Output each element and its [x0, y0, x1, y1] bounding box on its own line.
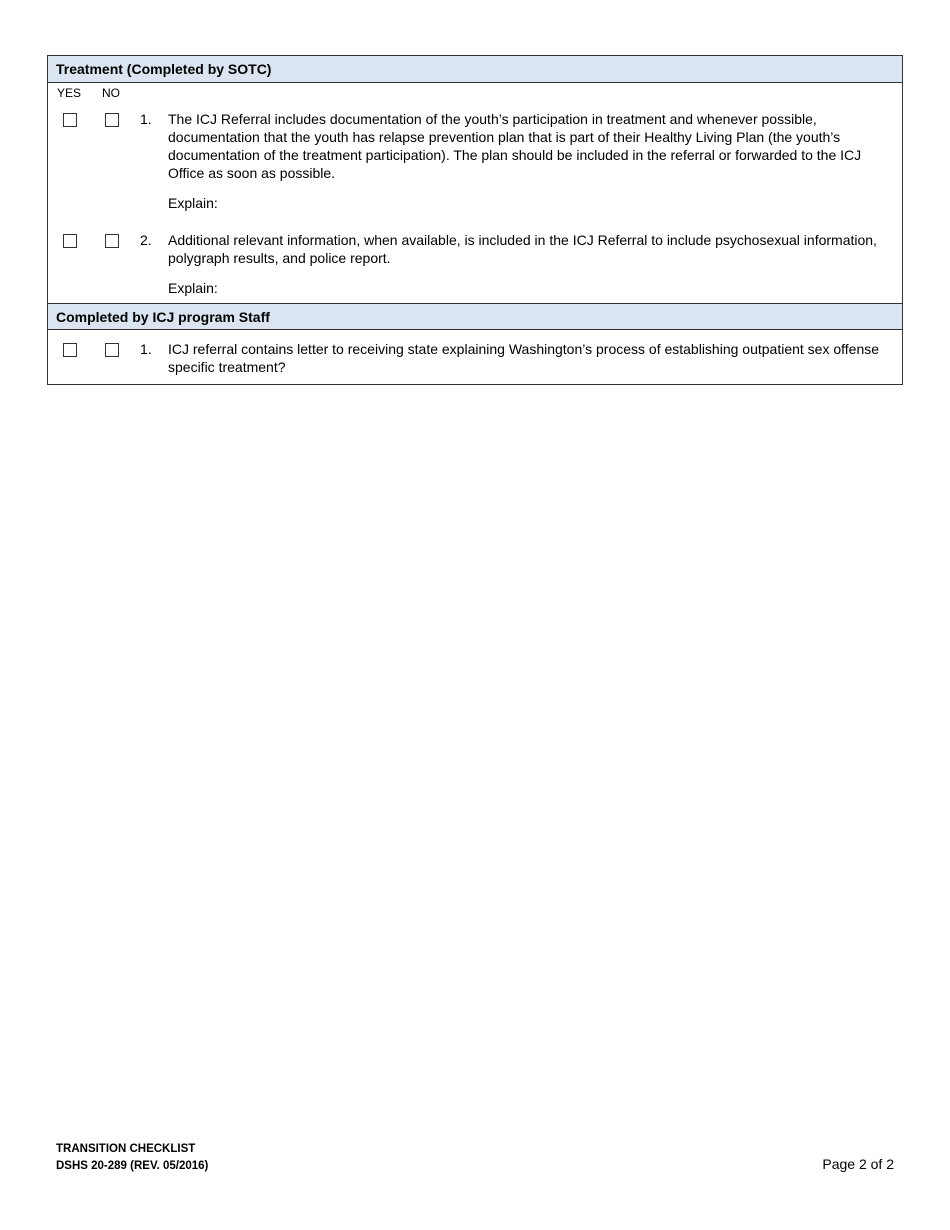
form-number: DSHS 20-289 (REV. 05/2016)	[56, 1160, 209, 1172]
yes-checkbox[interactable]	[63, 343, 77, 357]
no-checkbox[interactable]	[105, 343, 119, 357]
item-text: Additional relevant information, when available, is included in the ICJ Referral to include psychosexual information, polygraph results, and police report.	[168, 232, 877, 266]
no-checkbox[interactable]	[105, 113, 119, 127]
form-identifier	[56, 1141, 208, 1175]
column-headers	[48, 83, 902, 103]
section-header-treatment: Treatment (Completed by SOTC)	[48, 56, 902, 83]
item-text: The ICJ Referral includes documentation of the youth’s participation in treatment and whenever possible, documentation that the youth has relapse prevention plan that is part of their Healthy Living Plan (the youth’s documentation of the treatment participation). The plan should be included in the referral or forwarded to the ICJ Office as soon as possible.	[168, 111, 862, 181]
page-number: Page 2 of 2	[822, 1156, 894, 1172]
checklist-table	[47, 55, 903, 385]
yes-checkbox[interactable]	[63, 113, 77, 127]
column-header-yes: YES	[57, 86, 82, 100]
yes-checkbox[interactable]	[63, 234, 77, 248]
no-checkbox[interactable]	[105, 234, 119, 248]
item-text: ICJ referral contains letter to receiving state explaining Washington’s process of establishing outpatient sex offense specific treatment?	[168, 341, 880, 375]
item-number: 1.	[140, 111, 152, 127]
checklist-item-treatment-1	[48, 103, 902, 182]
checklist-item-treatment-2	[48, 231, 902, 267]
item-number: 1.	[140, 341, 152, 357]
item-number: 2.	[140, 232, 152, 248]
column-header-no: NO	[102, 86, 120, 100]
explain-label: Explain:	[168, 195, 218, 211]
explain-label: Explain:	[168, 280, 218, 296]
section-header-icj-staff: Completed by ICJ program Staff	[48, 303, 902, 330]
form-title: TRANSITION CHECKLIST	[56, 1143, 196, 1155]
checklist-item-icj-1	[48, 330, 902, 384]
